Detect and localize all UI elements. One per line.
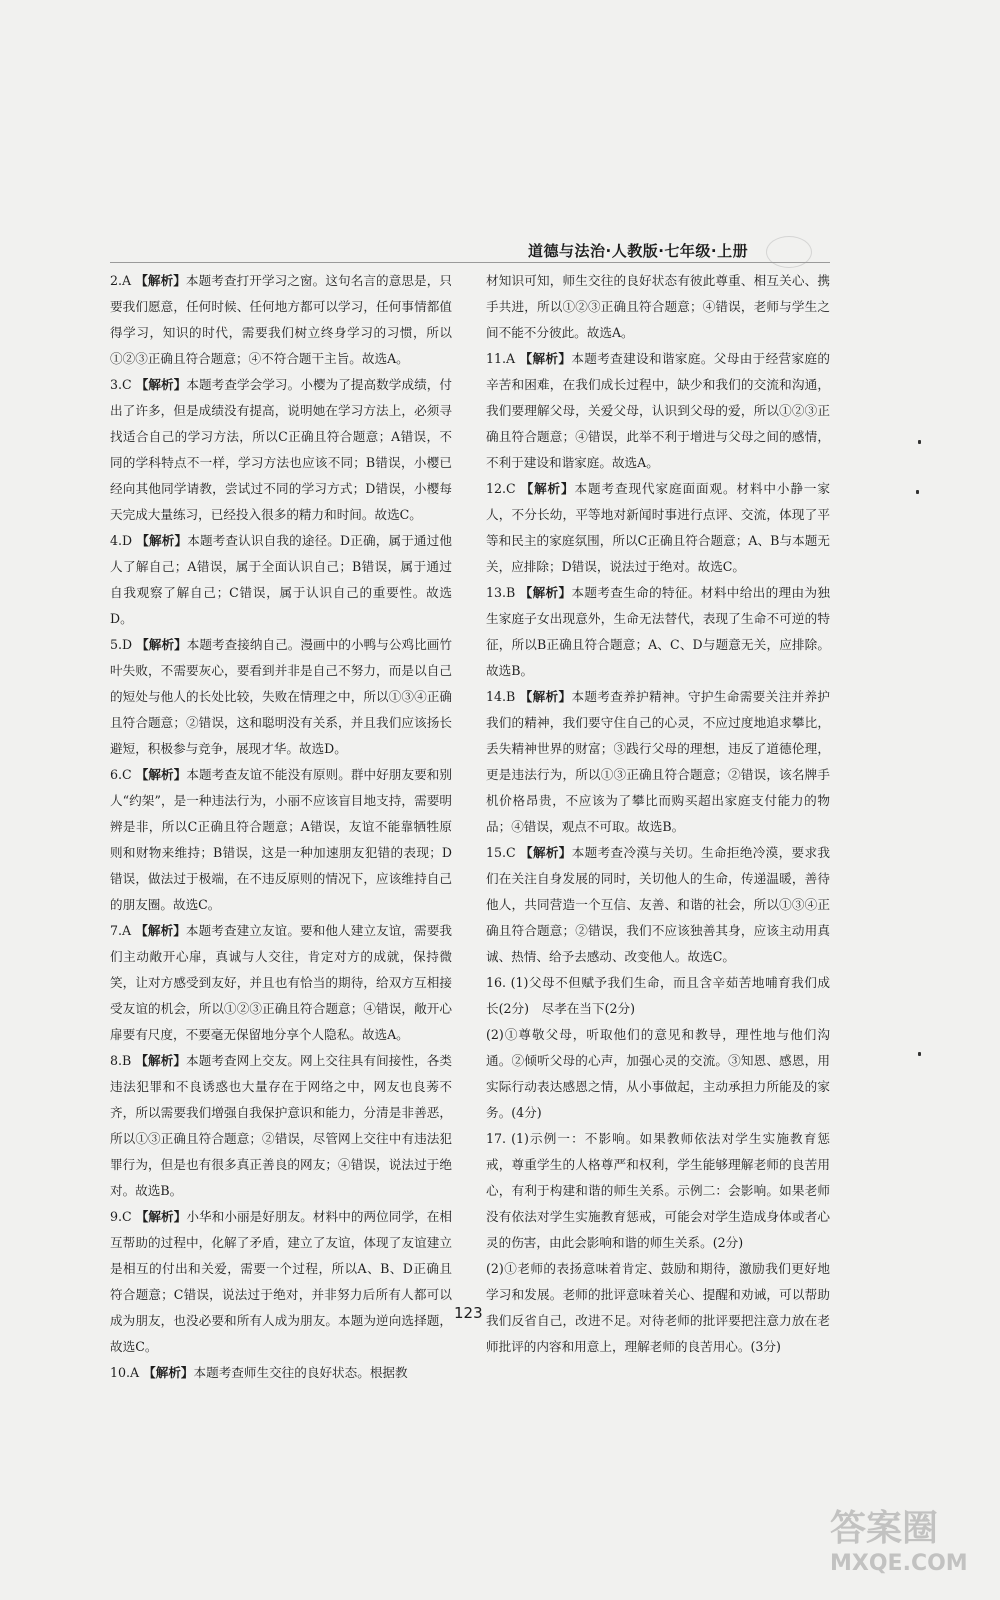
stamp-icon (766, 236, 812, 268)
answer-item (486, 580, 830, 684)
scan-speck (918, 1052, 921, 1056)
answer-item (110, 268, 452, 372)
answer-item (486, 346, 830, 476)
answer-item (110, 528, 452, 632)
answer-number: 13.B (486, 585, 516, 600)
answer-text: 材知识可知，师生交往的良好状态有彼此尊重、相互关心、携手共进，所以①②③正确且符合题意；④错误，老师与学生之间不能不分彼此。故选A。 (486, 273, 830, 340)
analysis-tag: 【解析】 (136, 533, 188, 548)
analysis-tag: 【解析】 (520, 481, 575, 496)
answer-item (110, 1204, 452, 1360)
answer-text: 本题考查友谊不能没有原则。群中好朋友要和别人“约架”，是一种违法行为，小丽不应该盲目地支持，需要明辨是非，所以C正确且符合题意；A错误，友谊不能靠牺牲原则和财物来维持；B错误，这是一种加速朋友犯错的表现；D错误，做法过于极端，在不违反原则的情况下，应该维持自己的朋友圈。故选C。 (110, 767, 453, 912)
answer-text: 本题考查建设和谐家庭。父母由于经营家庭的辛苦和困难，在我们成长过程中，缺少和我们的交流和沟通，我们要理解父母，关爱父母，认识到父母的爱，所以①②③正确且符合题意；④错误，此举不利于增进与父母之间的感情，不利于建设和谐家庭。故选A。 (486, 351, 831, 470)
answer-text: 本题考查认识自我的途径。D正确，属于通过他人了解自己；A错误，属于全面认识自己；B错误，属于通过自我观察了解自己；C错误，属于认识自己的重要性。故选D。 (110, 533, 452, 626)
answer-item (110, 372, 452, 528)
answer-text: 本题考查冷漠与关切。生命拒绝冷漠，要求我们在关注自身发展的同时，关切他人的生命，传递温暖，善待他人，共同营造一个互信、友善、和谐的社会，所以①③④正确且符合题意；②错误，我们不应该独善其身，应该主动用真诚、热情、给予去感动、改变他人。故选C。 (486, 845, 830, 964)
answer-number: 7.A (110, 923, 132, 938)
analysis-tag: 【解析】 (135, 377, 187, 392)
answer-number: 3.C (110, 377, 132, 392)
answer-number: 15.C (486, 845, 516, 860)
watermark-logo: 答案圈 MXQE.COM (830, 1508, 968, 1576)
page-number: 123 (454, 1304, 483, 1322)
answer-item (486, 684, 830, 840)
analysis-tag: 【解析】 (136, 637, 187, 652)
answer-item (486, 268, 830, 346)
analysis-tag: 【解析】 (519, 351, 572, 366)
analysis-tag: 【解析】 (519, 689, 572, 704)
answer-text: 本题考查师生交往的良好状态。根据教 (193, 1365, 408, 1380)
analysis-tag: 【解析】 (135, 1053, 187, 1068)
answer-number: 11.A (486, 351, 516, 366)
header-divider (110, 262, 830, 263)
analysis-tag: 【解析】 (520, 845, 572, 860)
answer-number: 9.C (110, 1209, 132, 1224)
answer-text: 本题考查养护精神。守护生命需要关注并养护我们的精神，我们要守住自己的心灵，不应过度地追求攀比，丢失精神世界的财富；③践行父母的理想，违反了道德伦理，更是违法行为，所以①③正确且符合题意；②错误，该名牌手机价格昂贵，不应该为了攀比而购买超出家庭支付能力的物品；④错误，观点不可取。故选B。 (486, 689, 830, 834)
answer-number: 4.D (110, 533, 133, 548)
answer-text: 本题考查网上交友。网上交往具有间接性，各类违法犯罪和不良诱惑也大量存在于网络之中，网友也良莠不齐，所以需要我们增强自我保护意识和能力，分清是非善恶，所以①③正确且符合题意；②错误，尽管网上交往中有违法犯罪行为，但是也有很多真正善良的网友；④错误，说法过于绝对。故选B。 (110, 1053, 453, 1198)
answer-item (486, 970, 830, 1126)
scan-speck (918, 440, 921, 444)
analysis-tag: 【解析】 (135, 273, 186, 288)
answer-text: 本题考查打开学习之窗。这句名言的意思是，只要我们愿意，任何时候、任何地方都可以学习，任何事情都值得学习，知识的时代，需要我们树立终身学习的习惯，所以①②③正确且符合题意；④不符合题干主旨。故选A。 (110, 273, 453, 366)
answer-number: 6.C (110, 767, 132, 782)
left-column (110, 268, 452, 1386)
answer-number: 10.A (110, 1365, 140, 1380)
analysis-tag: 【解析】 (135, 767, 187, 782)
analysis-tag: 【解析】 (135, 1209, 187, 1224)
answer-text: 本题考查现代家庭面面观。材料中小静一家人，不分长幼，平等地对新闻时事进行点评、交流，体现了平等和民主的家庭氛围，所以C正确且符合题意；A、B与本题无关，应排除；D错误，说法过于绝对。故选C。 (486, 481, 830, 574)
answer-text: 本题考查学会学习。小樱为了提高数学成绩，付出了许多，但是成绩没有提高，说明她在学习方法上，必须寻找适合自己的学习方法，所以C正确且符合题意；A错误，不同的学科特点不一样，学习方法也应该不同；B错误，小樱已经向其他同学请教，尝试过不同的学习方式；D错误，小樱每天完成大量练习，已经投入很多的精力和时间。故选C。 (110, 377, 453, 522)
answer-number: 2.A (110, 273, 132, 288)
answer-number: 12.C (486, 481, 516, 496)
answer-text: 本题考查生命的特征。材料中给出的理由为独生家庭子女出现意外，生命无法替代，表现了生命不可逆的特征，所以B正确且符合题意；A、C、D与题意无关，应排除。故选B。 (486, 585, 830, 678)
right-column (486, 268, 830, 1360)
answer-text: 本题考查建立友谊。要和他人建立友谊，需要我们主动敞开心扉，真诚与人交往，肯定对方的成就，保持微笑，让对方感受到友好，并且也有恰当的期待，给双方互相接受友谊的机会，所以①②③正确且符合题意；④错误，敞开心扉要有尺度，不要毫无保留地分享个人隐私。故选A。 (110, 923, 453, 1042)
answer-number: 5.D (110, 637, 133, 652)
answer-item (110, 918, 452, 1048)
answer-item (110, 1360, 452, 1386)
answer-text: (1)示例一：不影响。如果教师依法对学生实施教育惩戒，尊重学生的人格尊严和权利，学生能够理解老师的良苦用心，有利于构建和谐的师生关系。示例二：会影响。如果老师没有依法对学生实施教育惩戒，可能会对学生造成身体或者心灵的伤害，由此会影响和谐的师生关系。(2分) (2)①老师的表扬意味着肯定、鼓励和期待，激励我们更好地学习和发展。老师的批评意味着关心、提醒和劝诫，可以帮助我们反省自己，改进不足。对待老师的批评要把注意力放在老师批评的内容和用意上，理解老师的良苦用心。(3分) (486, 1131, 830, 1354)
answer-number: 16. (486, 975, 507, 990)
answer-number: 8.B (110, 1053, 132, 1068)
answer-text: 小华和小丽是好朋友。材料中的两位同学，在相互帮助的过程中，化解了矛盾，建立了友谊，体现了友谊建立是相互的付出和关爱，需要一个过程，所以A、B、D正确且符合题意；C错误，说法过于绝对，并非努力后所有人都可以成为朋友，也没必要和所有人成为朋友。本题为逆向选择题，故选C。 (110, 1209, 453, 1354)
answer-item (486, 1126, 830, 1360)
answer-number: 14.B (486, 689, 516, 704)
scan-speck (916, 490, 919, 494)
answer-item (486, 476, 830, 580)
answer-item (110, 762, 452, 918)
answer-number: 17. (486, 1131, 507, 1146)
answer-item (110, 632, 452, 762)
answer-text: (1)父母不但赋予我们生命，而且含辛茹苦地哺育我们成长(2分) 尽孝在当下(2分) (2)①尊敬父母，听取他们的意见和教导，理性地与他们沟通。②倾听父母的心声，加强心灵的交流。③知恩、感恩，用实际行动表达感恩之情，从小事做起，主动承担力所能及的家务。(4分) (486, 975, 830, 1120)
page-header-title: 道德与法治·人教版·七年级·上册 (528, 242, 749, 260)
analysis-tag: 【解析】 (135, 923, 186, 938)
answer-item (110, 1048, 452, 1204)
analysis-tag: 【解析】 (519, 585, 572, 600)
analysis-tag: 【解析】 (143, 1365, 194, 1380)
answer-item (486, 840, 830, 970)
answer-text: 本题考查接纳自己。漫画中的小鸭与公鸡比画竹叶失败，不需要灰心，要看到并非是自己不努力，而是以自己的短处与他人的长处比较，失败在情理之中，所以①③④正确且符合题意；②错误，这和聪明没有关系，并且我们应该扬长避短，积极参与竞争，展现才华。故选D。 (110, 637, 453, 756)
